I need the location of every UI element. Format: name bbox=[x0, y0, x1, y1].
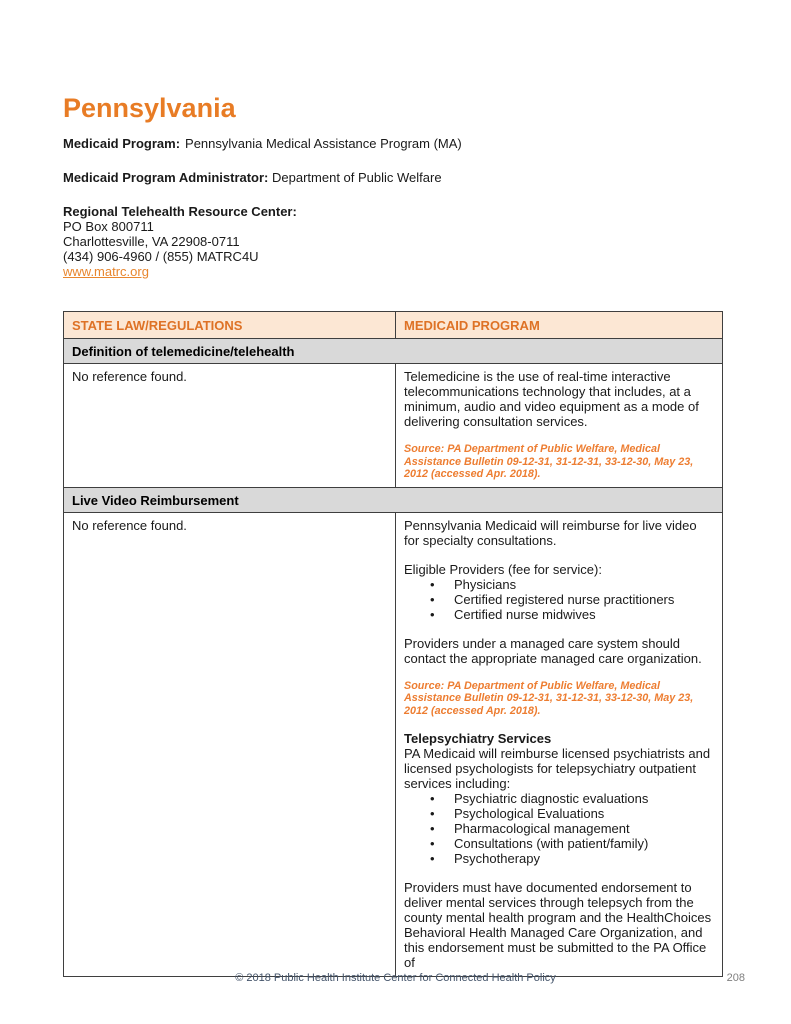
copyright-text: © 2018 Public Health Institute Center for Connected Health Policy bbox=[235, 972, 556, 984]
column-header-state-law: STATE LAW/REGULATIONS bbox=[64, 312, 396, 339]
no-reference-text: No reference found. bbox=[72, 369, 187, 384]
medicaid-program-label: Medicaid Program: bbox=[63, 136, 181, 151]
list-item: • Certified nurse midwives bbox=[454, 607, 714, 622]
cell-state-law-definition bbox=[64, 364, 396, 488]
list-item: • Psychotherapy bbox=[454, 851, 714, 866]
medicaid-program-value: Pennsylvania Medical Assistance Program (MA) bbox=[185, 136, 462, 151]
rtrc-heading: Regional Telehealth Resource Center: bbox=[63, 204, 297, 219]
eligible-providers-list bbox=[404, 577, 714, 622]
list-item: • Certified registered nurse practitioners bbox=[454, 592, 714, 607]
telepsychiatry-heading: Telepsychiatry Services bbox=[404, 731, 552, 746]
managed-care-paragraph: Providers under a managed care system should contact the appropriate managed care organization. bbox=[404, 635, 702, 666]
cell-medicaid-live-video bbox=[396, 512, 723, 977]
source-citation: Source: PA Department of Public Welfare, Medical Assistance Bulletin 09-12-31, 31-12-31, 33-12-30, May 23, 2012 (accessed Apr. 2018). bbox=[404, 679, 694, 717]
rtrc-address-line2: Charlottesville, VA 22908-0711 bbox=[63, 234, 240, 249]
table-row bbox=[64, 512, 723, 977]
definition-paragraph: Telemedicine is the use of real-time interactive telecommunications technology that includes, at a minimum, audio and video equipment as a mode of delivering consultation services. bbox=[404, 369, 699, 429]
telepsychiatry-intro: PA Medicaid will reimburse licensed psychiatrists and licensed psychologists for telepsychiatry outpatient services including: bbox=[404, 746, 711, 791]
cell-state-law-live-video bbox=[64, 512, 396, 977]
administrator-value: Department of Public Welfare bbox=[272, 170, 442, 185]
administrator-line bbox=[63, 170, 727, 185]
list-item: • Psychological Evaluations bbox=[454, 806, 714, 821]
page-title: Pennsylvania bbox=[63, 93, 236, 123]
source-citation: Source: PA Department of Public Welfare, Medical Assistance Bulletin 09-12-31, 31-12-31, 33-12-30, May 23, 2012 (accessed Apr. 2018). bbox=[404, 443, 694, 480]
page-number: 208 bbox=[726, 972, 745, 984]
table-row bbox=[64, 364, 723, 488]
administrator-label: Medicaid Program Administrator: bbox=[63, 170, 269, 185]
policy-table bbox=[63, 311, 723, 977]
list-item: • Consultations (with patient/family) bbox=[454, 836, 714, 851]
section-title-live-video: Live Video Reimbursement bbox=[64, 487, 723, 512]
table-header-row bbox=[64, 312, 723, 339]
list-item: • Pharmacological management bbox=[454, 821, 714, 836]
endorsement-paragraph: Providers must have documented endorsement to deliver mental services through telepsych from the county mental health program and the HealthChoices Behavioral Health Managed Care Organization, and this endorsement must be submitted to the PA Office of bbox=[404, 880, 712, 970]
telepsychiatry-services-list bbox=[404, 791, 714, 866]
rtrc-website-link[interactable]: www.matrc.org bbox=[63, 264, 149, 279]
rtrc-phone: (434) 906-4960 / (855) MATRC4U bbox=[63, 249, 259, 264]
cell-medicaid-definition bbox=[396, 364, 723, 488]
eligible-providers-intro: Eligible Providers (fee for service): bbox=[404, 561, 602, 577]
column-header-medicaid-program: MEDICAID PROGRAM bbox=[396, 312, 723, 339]
list-item: • Physicians bbox=[454, 577, 714, 592]
page-footer bbox=[0, 972, 791, 985]
medicaid-program-line bbox=[63, 136, 727, 151]
section-row-live-video bbox=[64, 487, 723, 512]
rtrc-address-line1: PO Box 800711 bbox=[63, 219, 154, 234]
list-item: • Psychiatric diagnostic evaluations bbox=[454, 791, 714, 806]
live-video-paragraph: Pennsylvania Medicaid will reimburse for live video for specialty consultations. bbox=[404, 517, 697, 548]
section-title-definition: Definition of telemedicine/telehealth bbox=[64, 339, 723, 364]
no-reference-text: No reference found. bbox=[72, 517, 187, 533]
section-row-definition bbox=[64, 339, 723, 364]
rtrc-website-line bbox=[63, 264, 727, 279]
